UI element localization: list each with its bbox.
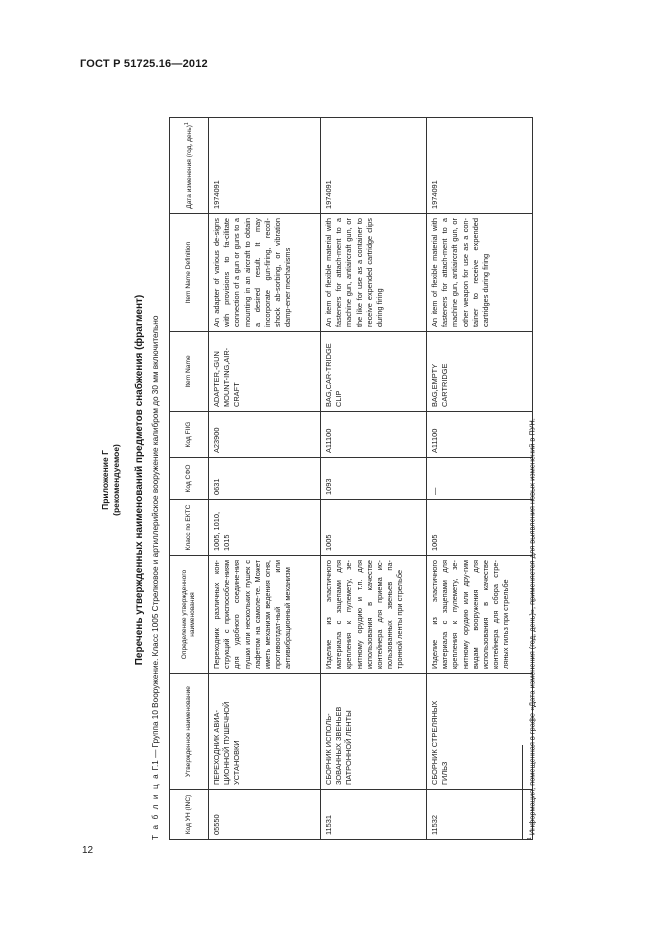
header-change-date-footnote-ref: 1 [184,122,191,126]
header-definition-ru: Определение утвержденного наименования [170,556,209,674]
cell-definition-ru: Изделие из эластичного материала с зацепами для крепления к пулемету, зе-нитному орудию или дру-гим видам вооружения для использования в качестве контейнера для сбора стре-ляных гильз при стрельбе [427,556,533,674]
cell-definition-en: An item of flexible material with fasteners for attach-ment to a machine gun, antiaircraft gun, or other weapon for use as a con-tainer to receive expended cartridges during firing [427,214,533,332]
cell-ektc-class: 1005 [427,500,533,556]
document-title: Перечень утвержденных наименований предметов снабжения (фрагмент) [134,294,145,666]
footnote-text: Информация, помещенная в графе «Дата изменения (год, день)», применяется для выявления новых изменений в ПУН. [527,418,537,838]
header-ektc-class: Класс по ЕКТС [170,500,209,556]
footnote-marker: 1 [527,837,533,840]
cell-inc: 05550 [209,790,321,840]
cell-approved-name: ПЕРЕХОДНИК АВИА-ЦИОННОЙ ПУШЕЧНОЙ УСТАНОВКИ [209,674,321,790]
header-approved-name: Утвержденное наименование [170,674,209,790]
cell-ektc-class: 1005 [321,500,427,556]
rotated-appendix-content [94,110,546,850]
cell-definition-en: An adapter of various de-signs with provisions to fa-cilitate connection of a gun or guns to a mounting in an aircraft to obtain a desired result. It may incorporate gun-firing, recoil-shock ab-sorbing, or vibration damp-ener mechanisms [209,214,321,332]
cell-inc: 11531 [321,790,427,840]
table-header-row [170,118,209,840]
table-caption-prefix: Т а б л и ц а [151,772,160,840]
cell-ektc-class: 1005, 1010, 1015 [209,500,321,556]
footnote-divider [522,745,523,840]
table-row [427,118,533,840]
cell-sfo: — [427,458,533,500]
cell-fiig: A23900 [209,412,321,458]
cell-item-name: ADAPTER,-GUN MOUNT-ING,AIR-CRAFT [209,332,321,412]
cell-item-name: BAG,EMPTY CARTRIDGE [427,332,533,412]
table-caption [151,120,160,840]
header-change-date [170,118,209,214]
table-caption-text: Г.1 — Группа 10 Вооружение. Класс 1005 Стрелковое и артиллерийское вооружение калибром до 30 мм включительно [151,315,160,773]
cell-change-date: 1974091 [209,118,321,214]
header-item-name: Item Name [170,332,209,412]
cell-item-name: BAG,CAR-TRIDGE CLIP [321,332,427,412]
appendix-title: Приложение Г [100,450,110,510]
items-table [169,117,533,840]
header-inc: Код УН (INC) [170,790,209,840]
cell-definition-en: An item of flexible material with fasteners for attach-ment to a machine gun, antiaircraft gun, or the like for use as a container to receive expended cartridge clips during firing [321,214,427,332]
document-code-header: ГОСТ Р 51725.16—2012 [80,58,208,70]
cell-inc: 11532 [427,790,533,840]
cell-approved-name: СБОРНИК ИСПОЛЬ-ЗОВАННЫХ ЗВЕНЬЕВ ПАТРОННОЙ ЛЕНТЫ [321,674,427,790]
cell-fiig: A11100 [321,412,427,458]
cell-definition-ru: Изделие из эластичного материала с зацепами для крепления к пулемету, зе-нитному орудию и т.п. для использования в качестве контейнера для приема ис-пользованных звеньев па-тронной ленты при стрельбе [321,556,427,674]
appendix-heading [100,110,122,850]
cell-definition-ru: Переходник различных кон-струкций с приспособле-ниям для удобного соедине-ния пушки или нескольких пушек с лафетом на самоле-те. Может иметь механизм ведения огня, противоотдат-ный или антивибрационный механизм [209,556,321,674]
cell-sfo: 1093 [321,458,427,500]
header-sfo: Код СФО [170,458,209,500]
footnote [527,120,536,840]
appendix-status: (рекомендуемое) [111,444,121,516]
cell-fiig: A11100 [427,412,533,458]
cell-change-date: 1974091 [321,118,427,214]
header-fiig: Код FIIG [170,412,209,458]
page-number: 12 [82,845,94,856]
cell-sfo: 0631 [209,458,321,500]
table-row [209,118,321,840]
header-item-name-definition: Item Name Definition [170,214,209,332]
header-change-date-text: Дата изменения (год, день) [186,125,194,209]
table-row [321,118,427,840]
cell-approved-name: СБОРНИК СТРЕЛЯНЫХ ГИЛЬЗ [427,674,533,790]
cell-change-date: 1974091 [427,118,533,214]
